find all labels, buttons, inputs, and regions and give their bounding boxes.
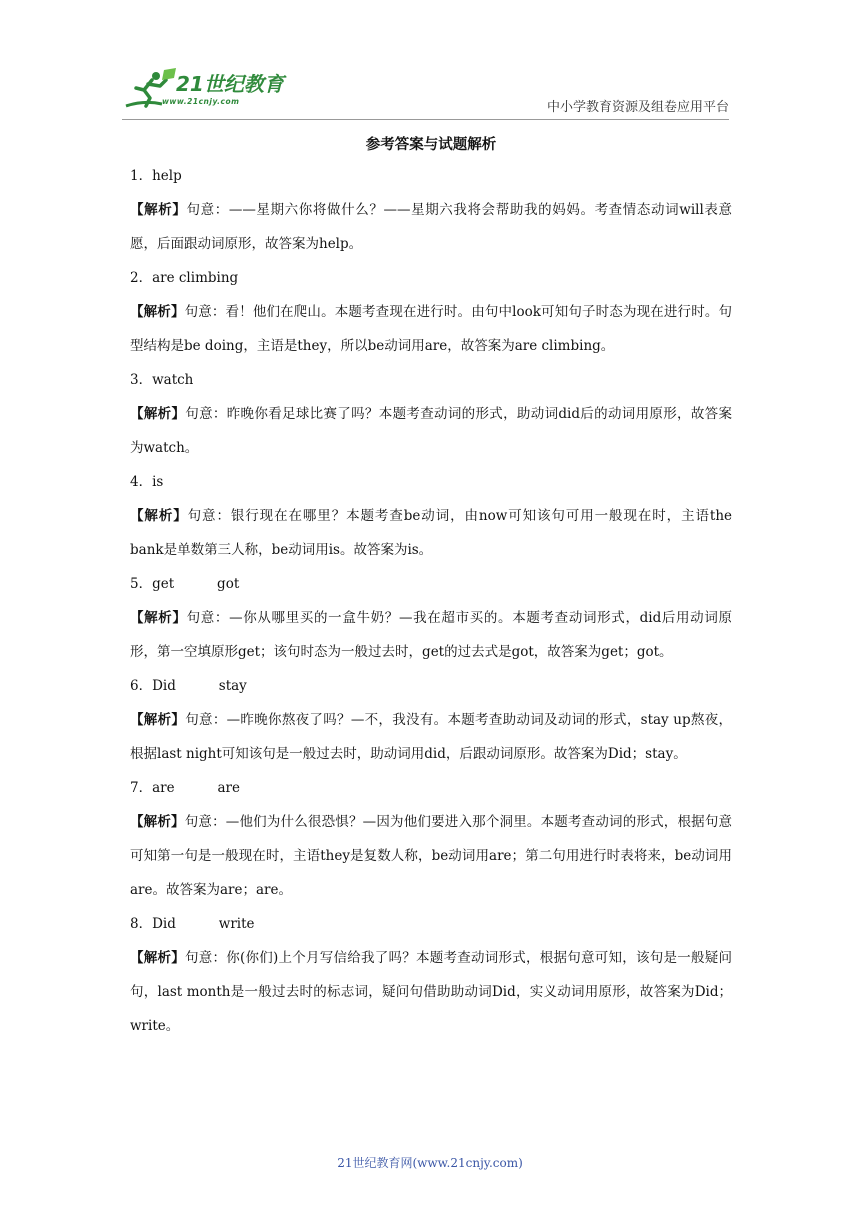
answer-line: 1．help	[130, 168, 182, 184]
answer-item	[130, 907, 732, 1043]
answer-line: 2．are climbing	[130, 270, 239, 286]
explanation-tag: 【解析】	[130, 814, 185, 830]
explanation-text: 句意：—你从哪里买的一盒牛奶？—我在超市买的。本题考查动词形式，did后用动词原形，第一空填原形get；该句时态为一般过去时，get的过去式是got，故答案为get；got。	[130, 610, 732, 660]
explanation-tag: 【解析】	[130, 202, 187, 218]
answer-line: 6．Did stay	[130, 678, 247, 694]
explanation	[130, 941, 732, 1043]
answer-line: 4．is	[130, 474, 164, 490]
explanation	[130, 295, 732, 363]
explanation-text: 句意：昨晚你看足球比赛了吗？本题考查动词的形式，助动词did后的动词用原形，故答案为watch。	[130, 406, 732, 456]
explanation-text: 句意：—昨晚你熬夜了吗？—不，我没有。本题考查助动词及动词的形式，stay up熬夜，根据last night可知该句是一般过去时，助动词用did，后跟动词原形。故答案为Did；stay。	[130, 712, 733, 762]
answer-line: 7．are are	[130, 780, 240, 796]
answer-item	[130, 159, 732, 261]
explanation-tag: 【解析】	[130, 508, 188, 524]
explanation	[130, 703, 732, 771]
platform-name: 中小学教育资源及组卷应用平台	[546, 100, 729, 115]
explanation	[130, 805, 732, 907]
explanation	[130, 193, 732, 261]
answer-item	[130, 261, 732, 363]
answer-line: 5．get got	[130, 576, 240, 592]
explanation-tag: 【解析】	[130, 406, 186, 422]
logo-text: 21世纪教育	[176, 72, 284, 96]
explanation-text: 句意：—他们为什么很恐惧？—因为他们要进入那个洞里。本题考查动词的形式，根据句意可知第一句是一般现在时，主语they是复数人称，be动词用are；第二句用进行时表将来，be动词用are。故答案为are；are。	[130, 814, 733, 898]
answer-line: 3．watch	[130, 372, 194, 388]
page-footer: 21世纪教育网(www.21cnjy.com)	[337, 1156, 523, 1170]
runner-logo-icon	[122, 66, 182, 114]
answer-item	[130, 567, 732, 669]
page-header	[0, 0, 860, 125]
explanation-tag: 【解析】	[130, 950, 185, 966]
explanation	[130, 499, 732, 567]
answer-item	[130, 363, 732, 465]
explanation	[130, 601, 732, 669]
answer-list	[130, 159, 732, 1043]
explanation-text: 句意：看！他们在爬山。本题考查现在进行时。由句中look可知句子时态为现在进行时。句型结构是be doing，主语是they，所以be动词用are，故答案为are climbing。	[130, 304, 732, 354]
header-divider	[122, 119, 729, 120]
answer-section	[130, 131, 732, 1043]
explanation-text: 句意：银行现在在哪里？本题考查be动词，由now可知该句可用一般现在时，主语the bank是单数第三人称，be动词用is。故答案为is。	[130, 508, 733, 558]
logo	[122, 66, 290, 114]
explanation-text: 句意：你(你们)上个月写信给我了吗？本题考查动词形式，根据句意可知，该句是一般疑问句，last month是一般过去时的标志词，疑问句借助助动词Did，实义动词用原形，故答案为Did；write。	[130, 950, 732, 1034]
explanation-tag: 【解析】	[130, 304, 185, 320]
answer-item	[130, 465, 732, 567]
explanation-text: 句意：——星期六你将做什么？——星期六我将会帮助我的妈妈。考查情态动词will表意愿，后面跟动词原形，故答案为help。	[130, 202, 733, 252]
explanation-tag: 【解析】	[130, 610, 187, 626]
answer-line: 8．Did write	[130, 916, 255, 932]
answer-item	[130, 771, 732, 907]
page-title: 参考答案与试题解析	[365, 136, 497, 153]
logo-url: www.21cnjy.com	[162, 97, 240, 106]
answer-item	[130, 669, 732, 771]
explanation	[130, 397, 732, 465]
explanation-tag: 【解析】	[130, 712, 186, 728]
